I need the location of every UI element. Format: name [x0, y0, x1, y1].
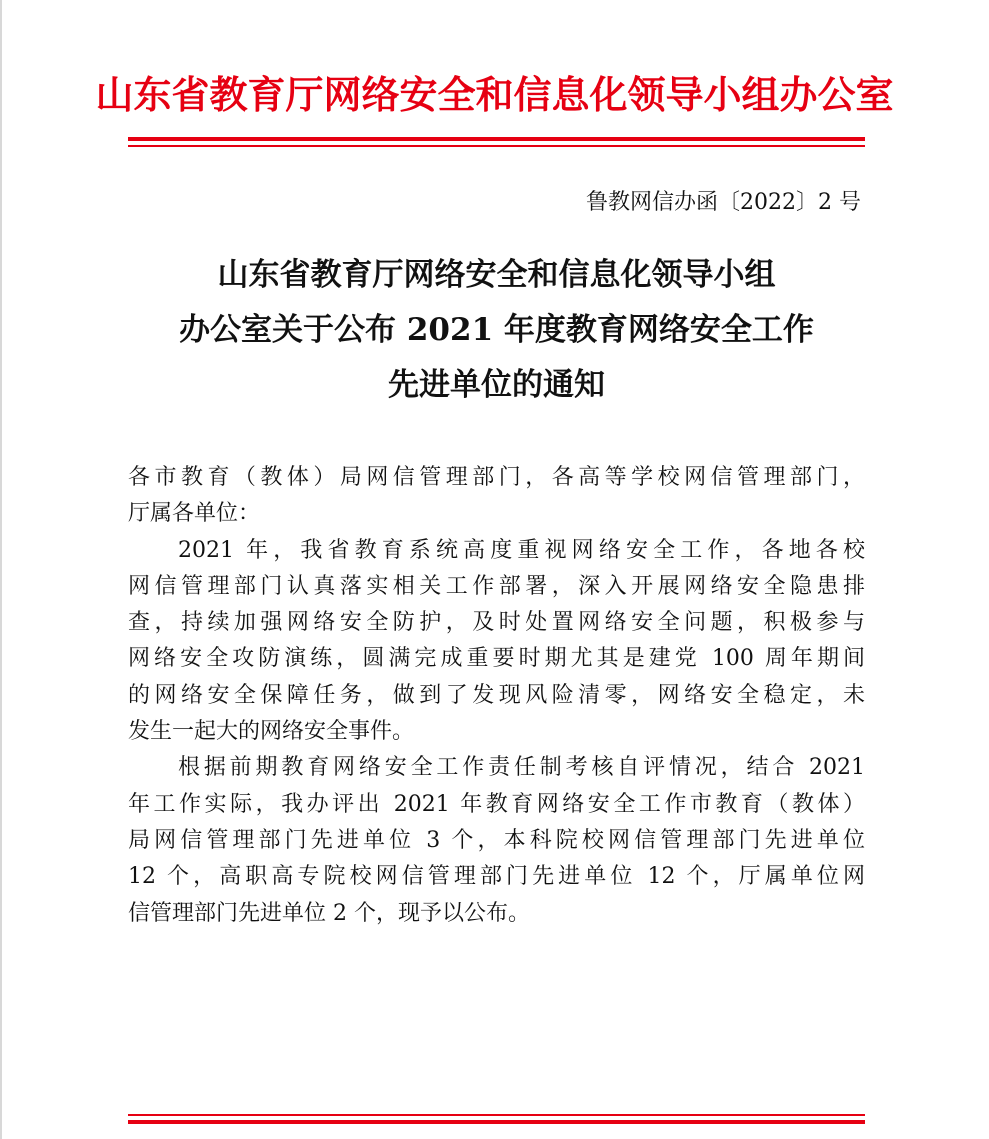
- paragraph-line: 网信管理部门认真落实相关工作部署，深入开展网络安全隐患排: [128, 573, 865, 599]
- title-line: 办公室关于公布 2021 年度教育网络安全工作: [179, 312, 814, 348]
- paragraph-line: 查，持续加强网络安全防护，及时处置网络安全问题，积极参与: [128, 610, 865, 636]
- issuer-masthead: 山东省教育厅网络安全和信息化领导小组办公室: [95, 72, 894, 117]
- salutation-line: 厅属各单位：: [128, 501, 261, 527]
- header-red-rule-thin: [128, 145, 865, 147]
- paragraph-line: 发生一起大的网络安全事件。: [128, 719, 415, 745]
- paragraph-line: 年工作实际，我办评出 2021 年教育网络安全工作市教育（教体）: [128, 791, 865, 817]
- paragraph-line: 信管理部门先进单位 2 个，现予以公布。: [128, 900, 530, 926]
- header-red-rule-thick: [128, 137, 865, 141]
- page-left-edge: [0, 0, 2, 1139]
- paragraph-line: 12 个，高职高专院校网信管理部门先进单位 12 个，厅属单位网: [128, 864, 865, 890]
- document-title: [128, 248, 865, 413]
- footer-red-rule-thin: [128, 1114, 865, 1116]
- paragraph-line: 根据前期教育网络安全工作责任制考核自评情况，结合 2021: [178, 755, 865, 781]
- title-line: 山东省教育厅网络安全和信息化领导小组: [217, 257, 776, 293]
- footer-red-rule-thick: [128, 1120, 865, 1124]
- paragraph-line: 网络安全攻防演练，圆满完成重要时期尤其是建党 100 周年期间: [128, 646, 865, 672]
- paragraph-line: 局网信管理部门先进单位 3 个，本科院校网信管理部门先进单位: [128, 827, 865, 853]
- title-line: 先进单位的通知: [388, 367, 605, 403]
- salutation-line: 各市教育（教体）局网信管理部门，各高等学校网信管理部门，: [128, 465, 865, 490]
- document-number: 鲁教网信办函〔2022〕2 号: [586, 190, 861, 215]
- paragraph-line: 2021 年，我省教育系统高度重视网络安全工作，各地各校: [178, 537, 865, 563]
- paragraph-line: 的网络安全保障任务，做到了发现风险清零，网络安全稳定，未: [128, 682, 865, 708]
- document-body: [128, 460, 865, 932]
